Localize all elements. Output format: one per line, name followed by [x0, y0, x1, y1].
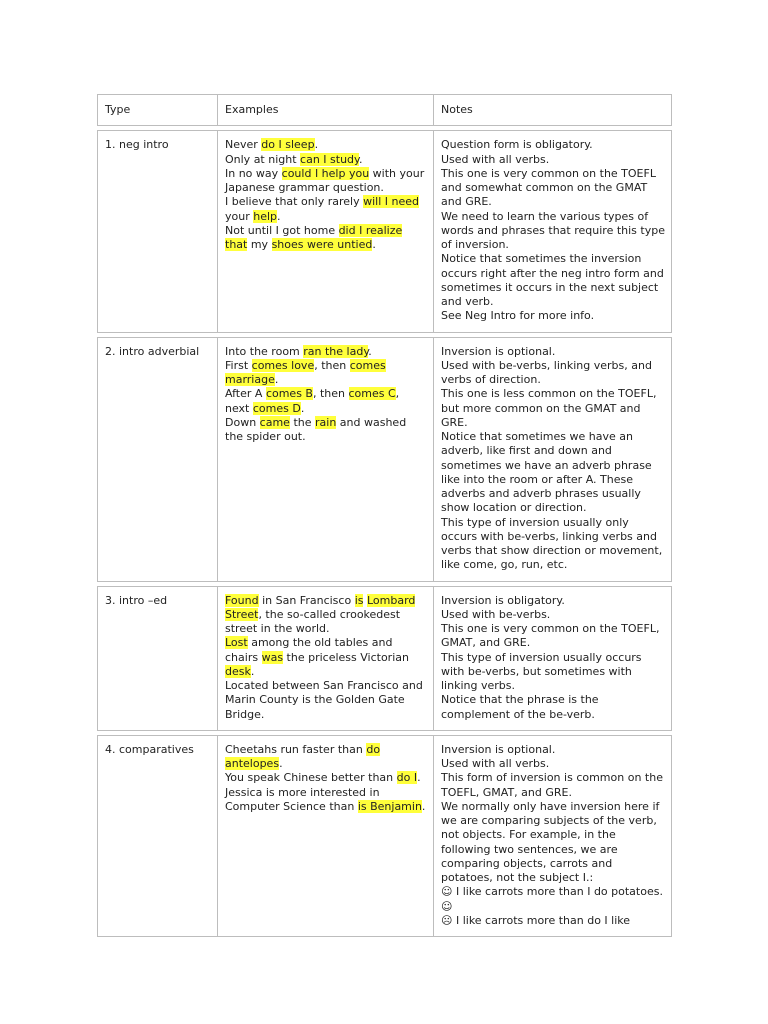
- highlighted-phrase: rain: [315, 415, 337, 429]
- note-line: This type of inversion usually occurs with be-verbs, but sometimes with linking verbs.: [441, 650, 642, 692]
- type-cell: [97, 735, 217, 937]
- note-line: See Neg Intro for more info.: [441, 309, 595, 323]
- highlighted-phrase: do I sleep: [261, 138, 315, 152]
- examples-list: [218, 338, 433, 453]
- table-header-row: [97, 94, 672, 125]
- example-text: You speak Chinese better than: [225, 771, 397, 785]
- note-line: Notice that sometimes we have an adverb, like first and down and sometimes we have an adverb phrase like into the room or after A. These adverbs and adverb phrases usually show location or direction.: [441, 430, 652, 515]
- header-cell-notes: [433, 94, 672, 125]
- highlighted-phrase: shoes were untied: [271, 238, 373, 251]
- highlighted-phrase: did I realize that: [225, 223, 403, 251]
- highlighted-phrase: is Benjamin: [357, 799, 422, 813]
- note-line: Inversion is optional.: [441, 344, 556, 358]
- example-sentence: [225, 679, 427, 722]
- type-label: 1. neg intro: [105, 138, 169, 152]
- example-sentence: [225, 224, 427, 253]
- header-notes-label: Notes: [441, 103, 473, 116]
- note-line: This type of inversion usually only occurs with be-verbs, linking verbs and verbs that show direction or movement, like come, go, run, etc.: [441, 515, 663, 572]
- note-line: Used with be-verbs, linking verbs, and verbs of direction.: [441, 358, 652, 386]
- example-text: Only at night: [225, 152, 301, 166]
- example-text: .: [279, 757, 283, 770]
- example-text: Not until I got home: [225, 223, 339, 237]
- note-line: ☹ I like carrots more than do I like: [441, 913, 631, 927]
- type-label: 2. intro adverbial: [105, 344, 200, 358]
- highlighted-phrase: was: [261, 650, 284, 664]
- table-row: [97, 337, 672, 581]
- example-text: First: [225, 358, 252, 372]
- example-sentence: [225, 771, 427, 785]
- highlighted-phrase: desk: [225, 664, 251, 678]
- type-cell: [97, 337, 217, 581]
- table-row: [97, 735, 672, 937]
- header-cell-examples: [217, 94, 433, 125]
- example-text: .: [274, 373, 279, 386]
- note-line: Used with all verbs.: [441, 152, 550, 166]
- example-text: Down: [225, 415, 260, 429]
- note-line: ☺ I like carrots more than I do potatoes. ☺: [441, 885, 663, 913]
- highlighted-phrase: could I help you: [281, 166, 370, 180]
- highlighted-phrase: Lombard Street: [225, 593, 416, 621]
- example-text: .: [421, 799, 426, 813]
- example-text: .: [358, 152, 363, 166]
- example-sentence: [225, 416, 427, 445]
- example-text: Into the room: [225, 344, 304, 358]
- example-sentence: [225, 359, 427, 388]
- example-text: , the so-called crookedest street in the world.: [225, 607, 401, 635]
- highlighted-phrase: ran the lady: [303, 344, 369, 358]
- example-text: Jessica is more interested in Computer Science than: [225, 785, 380, 813]
- examples-cell: [217, 130, 433, 331]
- example-sentence: [225, 743, 427, 772]
- example-sentence: [225, 195, 427, 224]
- highlighted-phrase: do antelopes: [225, 742, 381, 770]
- note-line: This one is less common on the TOEFL, but more common on the GMAT and GRE.: [441, 387, 657, 429]
- example-text: .: [277, 209, 281, 223]
- example-text: the priceless Victorian: [283, 650, 409, 664]
- table-row: [97, 586, 672, 730]
- note-line: Inversion is obligatory.: [441, 593, 565, 607]
- example-text: with your Japanese grammar question.: [225, 166, 425, 194]
- example-text: After A: [225, 387, 266, 401]
- header-examples-label: Examples: [225, 103, 279, 116]
- highlighted-phrase: comes B: [265, 387, 313, 401]
- highlighted-phrase: comes love: [251, 358, 315, 372]
- example-text: and washed the spider out.: [225, 415, 407, 443]
- highlighted-phrase: comes D: [252, 401, 301, 415]
- note-line: Used with be-verbs.: [441, 607, 551, 621]
- example-text: Located between San Francisco and Marin County is the Golden Gate Bridge.: [225, 679, 423, 721]
- examples-list: [218, 131, 433, 260]
- example-sentence: [225, 387, 427, 416]
- note-line: Inversion is optional.: [441, 742, 556, 756]
- example-text: , next: [225, 387, 400, 415]
- examples-cell: [217, 337, 433, 581]
- type-cell: [97, 130, 217, 331]
- examples-cell: [217, 586, 433, 730]
- notes-cell: [433, 130, 672, 331]
- highlighted-phrase: comes marriage: [225, 358, 386, 386]
- note-line: Question form is obligatory.: [441, 138, 593, 152]
- note-line: This form of inversion is common on the TOEFL, GMAT, and GRE.: [441, 771, 663, 799]
- type-label: 4. comparatives: [105, 742, 194, 756]
- notes-cell: [433, 337, 672, 581]
- table-row: [97, 130, 672, 331]
- example-text: your: [225, 209, 254, 223]
- examples-cell: [217, 735, 433, 937]
- highlighted-phrase: do I: [396, 771, 418, 785]
- example-sentence: [225, 636, 427, 679]
- highlighted-phrase: Found: [225, 593, 259, 607]
- examples-list: [218, 736, 433, 822]
- notes-list: [434, 338, 671, 581]
- notes-cell: [433, 586, 672, 730]
- example-text: my: [247, 238, 272, 251]
- example-sentence: [225, 594, 427, 637]
- examples-list: [218, 587, 433, 730]
- example-text: the: [289, 415, 315, 429]
- note-line: We need to learn the various types of words and phrases that require this type of inversion.: [441, 209, 665, 251]
- table-body: [97, 94, 672, 937]
- notes-list: [434, 131, 671, 331]
- type-cell: [97, 586, 217, 730]
- highlighted-phrase: help: [253, 209, 278, 223]
- note-line: Notice that the phrase is the complement of the be-verb.: [441, 693, 599, 721]
- example-text: Cheetahs run faster than: [225, 742, 367, 756]
- note-line: This one is very common on the TOEFL, GMAT, and GRE.: [441, 622, 660, 650]
- example-sentence: [225, 345, 427, 359]
- example-text: among the old tables and chairs: [225, 636, 393, 664]
- example-text: I believe that only rarely: [225, 195, 364, 209]
- example-sentence: [225, 138, 427, 152]
- example-text: , then: [314, 358, 350, 372]
- highlighted-phrase: came: [259, 415, 290, 429]
- example-text: .: [417, 771, 421, 785]
- example-text: In no way: [225, 166, 282, 180]
- grammar-inversion-document: [97, 94, 672, 937]
- highlighted-phrase: will I need: [363, 195, 420, 209]
- note-line: This one is very common on the TOEFL and somewhat common on the GMAT and GRE.: [441, 166, 656, 209]
- highlighted-phrase: can I study: [300, 152, 359, 166]
- example-text: , then: [312, 387, 349, 401]
- note-line: Notice that sometimes the inversion occurs right after the neg intro form and sometimes it occurs in the next subject and verb.: [441, 252, 664, 308]
- notes-list: [434, 736, 671, 936]
- highlighted-phrase: comes C: [348, 387, 396, 401]
- example-text: .: [372, 238, 376, 251]
- example-sentence: [225, 786, 427, 815]
- highlighted-phrase: Lost: [225, 636, 248, 650]
- example-text: .: [300, 401, 305, 415]
- example-text: Never: [225, 138, 262, 152]
- note-line: We normally only have inversion here if we are comparing subjects of the verb, not objects. For example, in the following two sentences, we are comparing objects, carrots and potatoes, not the subject I.:: [441, 799, 660, 884]
- header-type-label: Type: [105, 103, 131, 116]
- header-cell-type: [97, 94, 217, 125]
- inversion-table: [97, 94, 672, 937]
- example-text: in San Francisco: [258, 593, 355, 607]
- example-sentence: [225, 153, 427, 167]
- note-line: Used with all verbs.: [441, 757, 550, 770]
- notes-cell: [433, 735, 672, 937]
- example-text: .: [368, 344, 372, 358]
- notes-list: [434, 587, 671, 730]
- example-text: .: [314, 138, 319, 152]
- type-label: 3. intro –ed: [105, 593, 168, 607]
- example-text: .: [250, 664, 255, 678]
- highlighted-phrase: is: [354, 593, 364, 607]
- example-sentence: [225, 167, 427, 196]
